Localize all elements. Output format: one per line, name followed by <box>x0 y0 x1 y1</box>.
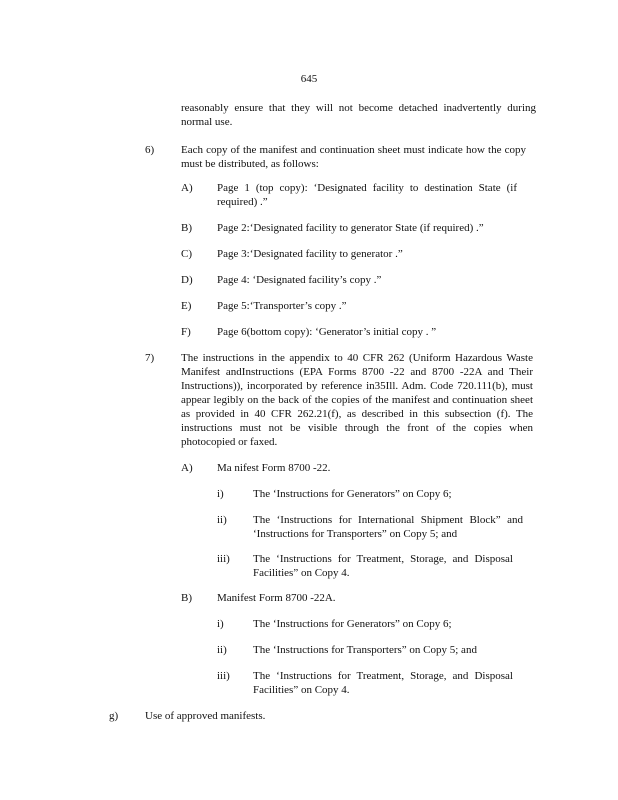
page-D-text: Page 4: ‘Designated facility’s copy .” <box>217 274 382 286</box>
page-F-label: F) <box>181 326 191 338</box>
form-B-item-iii-text: The ‘Instructions for Treatment, Storage, and Disposal Facilities” on Copy 4. <box>253 670 513 696</box>
form-A-item-i-label: i) <box>217 488 224 500</box>
page-number: 645 <box>300 73 318 85</box>
page-E-label: E) <box>181 300 192 312</box>
form-A-item-ii-label: ii) <box>217 514 227 526</box>
page-D-label: D) <box>181 274 193 286</box>
page-A-label: A) <box>181 182 193 194</box>
form-B-item-ii-text: The ‘Instructions for Transporters” on Copy 5; and <box>253 644 477 656</box>
page-C-text: Page 3:‘Designated facility to generator .” <box>217 248 403 260</box>
form-B-label: B) <box>181 592 192 604</box>
form-A-title: Ma nifest Form 8700 -22. <box>217 462 331 474</box>
form-A-item-iii-label: iii) <box>217 553 230 565</box>
form-B-title: Manifest Form 8700 -22A. <box>217 592 336 604</box>
item-6-text: Each copy of the manifest and continuation sheet must indicate how the copy must be distributed, as follows: <box>181 144 526 170</box>
page-A-text: Page 1 (top copy): ‘Designated facility to destination State (if required) .” <box>217 182 517 208</box>
continuation-paragraph: reasonably ensure that they will not become detached inadvertently during normal use. <box>181 102 536 128</box>
page-F-text: Page 6(bottom copy): ‘Generator’s initial copy . ” <box>217 326 437 338</box>
page-C-label: C) <box>181 248 192 260</box>
form-A-item-ii-text: The ‘Instructions for International Shipment Block” and ‘Instructions for Transporters” on Copy 5; and <box>253 514 523 540</box>
page-B-label: B) <box>181 222 192 234</box>
item-7-label: 7) <box>145 352 155 364</box>
item-7-text: The instructions in the appendix to 40 CFR 262 (Uniform Hazardous Waste Manifest andInstructions (EPA Forms 8700 -22 and 8700 -22A and Their Instructions)), incorporated by reference in35Ill. Adm. Code 720.111(b), must appear legibly on the back of the copies of the manifest and continuation sheet as provided in 40 CFR 262.21(f), as described in this subsection (f). The instructions must not be visible through the front of the copies when photocopied or faxed. <box>181 352 533 448</box>
form-A-item-i-text: The ‘Instructions for Generators” on Copy 6; <box>253 488 452 500</box>
form-B-item-ii-label: ii) <box>217 644 227 656</box>
form-B-item-i-label: i) <box>217 618 224 630</box>
form-A-item-iii-text: The ‘Instructions for Treatment, Storage, and Disposal Facilities” on Copy 4. <box>253 553 513 579</box>
item-g-text: Use of approved manifests. <box>145 710 266 722</box>
item-g-label: g) <box>109 710 119 722</box>
form-A-label: A) <box>181 462 193 474</box>
page-E-text: Page 5:‘Transporter’s copy .” <box>217 300 347 312</box>
page-B-text: Page 2:‘Designated facility to generator State (if required) .” <box>217 222 484 234</box>
form-B-item-iii-label: iii) <box>217 670 230 682</box>
item-6-label: 6) <box>145 144 155 156</box>
form-B-item-i-text: The ‘Instructions for Generators” on Copy 6; <box>253 618 452 630</box>
